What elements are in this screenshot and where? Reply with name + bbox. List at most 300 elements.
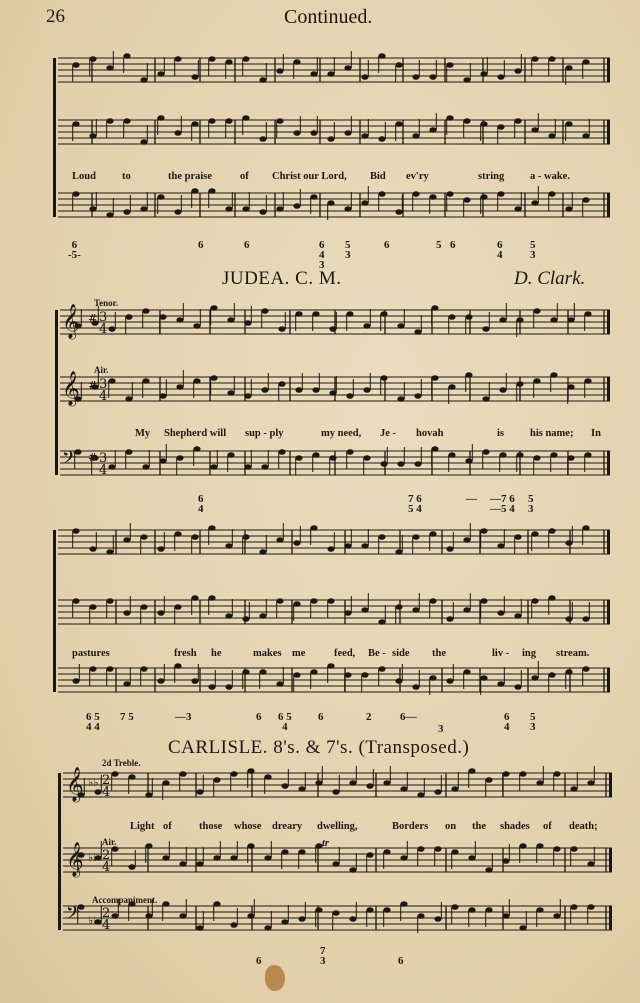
note-head xyxy=(395,604,402,610)
note-head xyxy=(361,133,368,139)
note-head xyxy=(548,133,555,139)
figured-bass: 6 4 xyxy=(497,239,503,261)
note-head xyxy=(329,326,336,332)
note-head xyxy=(582,133,589,139)
note-head xyxy=(276,681,283,687)
lyric-word: whose xyxy=(234,821,262,832)
note-head xyxy=(89,604,96,610)
note-head xyxy=(429,675,436,681)
figured-bass: 6 4 xyxy=(504,711,510,733)
note-head xyxy=(570,786,577,792)
note-head xyxy=(536,843,543,849)
note-head xyxy=(227,317,234,323)
note-head xyxy=(162,901,169,907)
note-head xyxy=(123,537,130,543)
note-head xyxy=(514,684,521,690)
part-label-air: Air. xyxy=(94,365,109,375)
note-head xyxy=(159,458,166,464)
note-head xyxy=(106,598,113,604)
lyric-word: Christ our Lord, xyxy=(272,171,347,182)
note-head xyxy=(315,780,322,786)
note-head xyxy=(380,375,387,381)
note-head xyxy=(582,525,589,531)
note-head xyxy=(174,209,181,215)
note-head xyxy=(310,669,317,675)
lyric-word: Je - xyxy=(380,428,397,439)
figured-bass: 6 xyxy=(398,955,404,967)
note-head xyxy=(412,684,419,690)
final-barline xyxy=(607,530,610,554)
note-head xyxy=(516,381,523,387)
figured-bass: 6 xyxy=(450,239,456,251)
bass-clef-icon: 𝄢 xyxy=(62,448,77,473)
sharp-icon: # xyxy=(88,451,98,464)
note-head xyxy=(383,907,390,913)
note-head xyxy=(230,855,237,861)
note-head xyxy=(196,789,203,795)
note-head xyxy=(174,531,181,537)
figured-bass: 6 xyxy=(256,955,262,967)
note-head xyxy=(485,867,492,873)
figured-bass: 6 4 3 xyxy=(319,239,325,271)
note-head xyxy=(208,684,215,690)
note-head xyxy=(259,136,266,142)
note-head xyxy=(125,449,132,455)
note-head xyxy=(259,549,266,555)
note-head xyxy=(468,907,475,913)
note-head xyxy=(429,194,436,200)
note-head xyxy=(349,780,356,786)
note-head xyxy=(247,768,254,774)
note-head xyxy=(123,610,130,616)
lyric-word: Borders xyxy=(392,821,429,832)
note-head xyxy=(208,595,215,601)
lyric-word: a - wake. xyxy=(530,171,570,182)
note-head xyxy=(378,534,385,540)
note-head xyxy=(225,684,232,690)
lyric-word: ing xyxy=(522,648,537,659)
note-head xyxy=(431,375,438,381)
note-head xyxy=(191,678,198,684)
note-head xyxy=(553,913,560,919)
figured-bass: 5 3 xyxy=(530,239,536,261)
note-head xyxy=(140,139,147,145)
note-head xyxy=(140,206,147,212)
time-sig-top: 2 xyxy=(102,773,111,788)
note-head xyxy=(587,861,594,867)
note-head xyxy=(499,452,506,458)
note-head xyxy=(480,194,487,200)
note-head xyxy=(366,783,373,789)
lyric-word: In xyxy=(591,428,601,439)
note-head xyxy=(363,387,370,393)
note-head xyxy=(332,789,339,795)
note-head xyxy=(584,378,591,384)
note-head xyxy=(451,904,458,910)
note-head xyxy=(567,317,574,323)
note-head xyxy=(293,59,300,65)
note-head xyxy=(310,130,317,136)
note-head xyxy=(210,375,217,381)
note-head xyxy=(516,317,523,323)
note-head xyxy=(395,62,402,68)
note-head xyxy=(145,913,152,919)
note-head xyxy=(582,616,589,622)
treble-clef-icon: 𝄞 xyxy=(66,767,84,802)
note-head xyxy=(293,203,300,209)
note-head xyxy=(293,540,300,546)
note-head xyxy=(295,311,302,317)
note-head xyxy=(378,619,385,625)
lyric-word: the praise xyxy=(168,171,213,182)
lyric-word: his name; xyxy=(530,428,574,439)
part-label-2d-treble: 2d Treble. xyxy=(102,758,141,768)
note-head xyxy=(567,384,574,390)
note-head xyxy=(230,922,237,928)
figured-bass: —7 6 —5 4 xyxy=(490,493,515,515)
note-head xyxy=(106,212,113,218)
note-head xyxy=(157,115,164,121)
note-head xyxy=(482,326,489,332)
note-head xyxy=(414,393,421,399)
note-head xyxy=(179,861,186,867)
lyric-word: pastures xyxy=(72,648,110,659)
note-head xyxy=(227,390,234,396)
note-head xyxy=(584,311,591,317)
figured-bass: 6— xyxy=(400,711,417,723)
note-head xyxy=(536,780,543,786)
note-head xyxy=(587,904,594,910)
note-head xyxy=(261,308,268,314)
composer-name: D. Clark. xyxy=(514,268,586,289)
flat-icon: ♭♭ xyxy=(88,776,99,789)
note-head xyxy=(361,74,368,80)
note-head xyxy=(196,861,203,867)
note-head xyxy=(431,305,438,311)
note-head xyxy=(140,77,147,83)
ink-stain xyxy=(265,965,285,991)
note-head xyxy=(361,672,368,678)
note-head xyxy=(140,604,147,610)
time-sig-bottom: 4 xyxy=(99,389,108,404)
note-head xyxy=(378,53,385,59)
note-head xyxy=(89,56,96,62)
note-head xyxy=(293,601,300,607)
note-head xyxy=(582,666,589,672)
lyric-word: to xyxy=(122,171,131,182)
figured-bass: 6 xyxy=(256,711,262,723)
lyric-word: my need, xyxy=(321,428,362,439)
time-sig-top: 3 xyxy=(99,377,108,392)
note-head xyxy=(531,675,538,681)
note-head xyxy=(72,121,79,127)
note-head xyxy=(111,846,118,852)
note-head xyxy=(111,771,118,777)
lyric-word: dwelling, xyxy=(317,821,358,832)
lyric-word: stream. xyxy=(556,648,590,659)
system-bracket xyxy=(53,530,56,692)
final-barline xyxy=(607,58,610,82)
note-head xyxy=(140,534,147,540)
note-head xyxy=(193,446,200,452)
note-head xyxy=(363,323,370,329)
treble-clef-icon: 𝄞 xyxy=(62,371,80,406)
note-head xyxy=(502,913,509,919)
note-head xyxy=(193,323,200,329)
flat-icon: ♭♭ xyxy=(88,851,99,864)
note-head xyxy=(310,71,317,77)
note-head xyxy=(497,191,504,197)
note-head xyxy=(344,65,351,71)
note-head xyxy=(89,546,96,552)
note-head xyxy=(497,610,504,616)
note-head xyxy=(145,843,152,849)
note-head xyxy=(242,669,249,675)
system-bracket xyxy=(53,58,56,217)
note-head xyxy=(295,455,302,461)
note-head xyxy=(210,464,217,470)
note-head xyxy=(332,861,339,867)
note-head xyxy=(225,543,232,549)
note-head xyxy=(553,771,560,777)
note-head xyxy=(434,916,441,922)
note-head xyxy=(145,792,152,798)
note-head xyxy=(259,613,266,619)
note-head xyxy=(395,209,402,215)
part-label-tenor: Tenor. xyxy=(94,298,119,308)
lyric-word: My xyxy=(135,428,151,439)
note-head xyxy=(259,77,266,83)
note-head xyxy=(463,537,470,543)
note-head xyxy=(548,528,555,534)
note-head xyxy=(213,777,220,783)
note-head xyxy=(446,62,453,68)
note-head xyxy=(281,919,288,925)
final-barline xyxy=(609,906,612,930)
note-head xyxy=(123,681,130,687)
tune-title-carlisle: CARLISLE. 8's. & 7's. (Transposed.) xyxy=(168,737,470,758)
note-head xyxy=(191,534,198,540)
page-title: Continued. xyxy=(284,6,373,28)
note-head xyxy=(142,378,149,384)
note-head xyxy=(312,452,319,458)
note-head xyxy=(548,56,555,62)
note-head xyxy=(210,305,217,311)
note-head xyxy=(412,74,419,80)
lyric-word: on xyxy=(445,821,457,832)
sharp-icon: # xyxy=(88,379,98,392)
trill-ornament: tr xyxy=(322,838,330,849)
note-head xyxy=(363,455,370,461)
note-head xyxy=(332,910,339,916)
note-head xyxy=(531,598,538,604)
note-head xyxy=(570,904,577,910)
note-head xyxy=(327,546,334,552)
note-head xyxy=(191,595,198,601)
note-head xyxy=(397,461,404,467)
note-head xyxy=(276,118,283,124)
note-head xyxy=(463,197,470,203)
page-number: 26 xyxy=(46,6,65,27)
note-head xyxy=(550,317,557,323)
note-head xyxy=(412,133,419,139)
note-head xyxy=(349,867,356,873)
note-head xyxy=(295,387,302,393)
note-head xyxy=(278,381,285,387)
note-head xyxy=(548,672,555,678)
note-head xyxy=(349,916,356,922)
lyric-word: he xyxy=(211,648,222,659)
note-head xyxy=(463,669,470,675)
lyric-word: me xyxy=(292,648,306,659)
time-sig-top: 2 xyxy=(102,848,111,863)
note-head xyxy=(414,329,421,335)
note-head xyxy=(514,206,521,212)
final-barline xyxy=(607,377,610,401)
note-head xyxy=(448,314,455,320)
note-head xyxy=(140,666,147,672)
time-sig-top: 3 xyxy=(99,310,108,325)
note-head xyxy=(417,913,424,919)
note-head xyxy=(72,528,79,534)
note-head xyxy=(565,616,572,622)
final-barline xyxy=(607,451,610,475)
note-head xyxy=(565,121,572,127)
figured-bass: 6 5 4 xyxy=(278,711,292,733)
note-head xyxy=(123,53,130,59)
note-head xyxy=(159,314,166,320)
note-head xyxy=(106,65,113,71)
note-head xyxy=(400,901,407,907)
note-head xyxy=(514,534,521,540)
note-head xyxy=(208,525,215,531)
note-head xyxy=(397,323,404,329)
note-head xyxy=(128,864,135,870)
note-head xyxy=(587,780,594,786)
note-head xyxy=(536,907,543,913)
lyric-word: of xyxy=(543,821,552,832)
note-head xyxy=(242,616,249,622)
note-head xyxy=(259,209,266,215)
note-head xyxy=(446,115,453,121)
note-head xyxy=(174,604,181,610)
note-head xyxy=(225,613,232,619)
note-head xyxy=(298,916,305,922)
note-head xyxy=(434,789,441,795)
note-head xyxy=(315,907,322,913)
note-head xyxy=(191,74,198,80)
note-head xyxy=(244,320,251,326)
note-head xyxy=(276,206,283,212)
part-label-air: Air. xyxy=(102,837,117,847)
note-head xyxy=(278,326,285,332)
lyric-word: sup - ply xyxy=(245,428,284,439)
note-head xyxy=(327,663,334,669)
note-head xyxy=(361,543,368,549)
note-head xyxy=(89,666,96,672)
note-head xyxy=(125,396,132,402)
time-sig-bottom: 4 xyxy=(99,463,108,478)
note-head xyxy=(499,387,506,393)
note-head xyxy=(179,771,186,777)
lyric-word: Bid xyxy=(370,171,386,182)
note-head xyxy=(196,925,203,931)
note-head xyxy=(465,314,472,320)
note-head xyxy=(242,115,249,121)
note-head xyxy=(176,384,183,390)
note-head xyxy=(346,311,353,317)
note-head xyxy=(142,464,149,470)
note-head xyxy=(72,678,79,684)
note-head xyxy=(72,598,79,604)
note-head xyxy=(480,71,487,77)
note-head xyxy=(366,907,373,913)
note-head xyxy=(208,188,215,194)
note-head xyxy=(550,452,557,458)
figured-bass: 7 3 xyxy=(320,945,326,967)
note-head xyxy=(227,452,234,458)
note-head xyxy=(446,616,453,622)
note-head xyxy=(159,393,166,399)
note-head xyxy=(451,786,458,792)
note-head xyxy=(531,127,538,133)
note-head xyxy=(499,317,506,323)
note-head xyxy=(108,378,115,384)
note-head xyxy=(383,849,390,855)
note-head xyxy=(264,855,271,861)
note-head xyxy=(298,849,305,855)
note-head xyxy=(242,534,249,540)
note-head xyxy=(533,308,540,314)
time-sig-top: 2 xyxy=(102,906,111,921)
figured-bass: 6 xyxy=(318,711,324,723)
note-head xyxy=(108,464,115,470)
note-head xyxy=(582,59,589,65)
note-head xyxy=(174,56,181,62)
note-head xyxy=(179,913,186,919)
note-head xyxy=(225,206,232,212)
note-head xyxy=(429,127,436,133)
final-barline xyxy=(607,193,610,217)
note-head xyxy=(264,774,271,780)
lyric-word: of xyxy=(240,171,249,182)
note-head xyxy=(414,461,421,467)
lyric-word: ev'ry xyxy=(406,171,429,182)
note-head xyxy=(242,206,249,212)
note-head xyxy=(261,387,268,393)
note-head xyxy=(230,771,237,777)
figured-bass: 5 xyxy=(436,239,442,251)
figured-bass: 6 xyxy=(198,239,204,251)
note-head xyxy=(157,610,164,616)
lyric-word: the xyxy=(472,821,486,832)
note-head xyxy=(213,855,220,861)
note-head xyxy=(242,56,249,62)
note-head xyxy=(531,56,538,62)
note-head xyxy=(516,452,523,458)
note-head xyxy=(123,118,130,124)
note-head xyxy=(344,543,351,549)
system-bracket xyxy=(55,310,58,475)
figured-bass: 7 6 5 4 xyxy=(408,493,422,515)
note-head xyxy=(72,62,79,68)
note-head xyxy=(281,849,288,855)
bass-clef-icon: 𝄢 xyxy=(66,903,81,928)
note-head xyxy=(310,598,317,604)
figured-bass: 7 5 xyxy=(120,711,134,723)
note-head xyxy=(327,136,334,142)
note-head xyxy=(293,130,300,136)
